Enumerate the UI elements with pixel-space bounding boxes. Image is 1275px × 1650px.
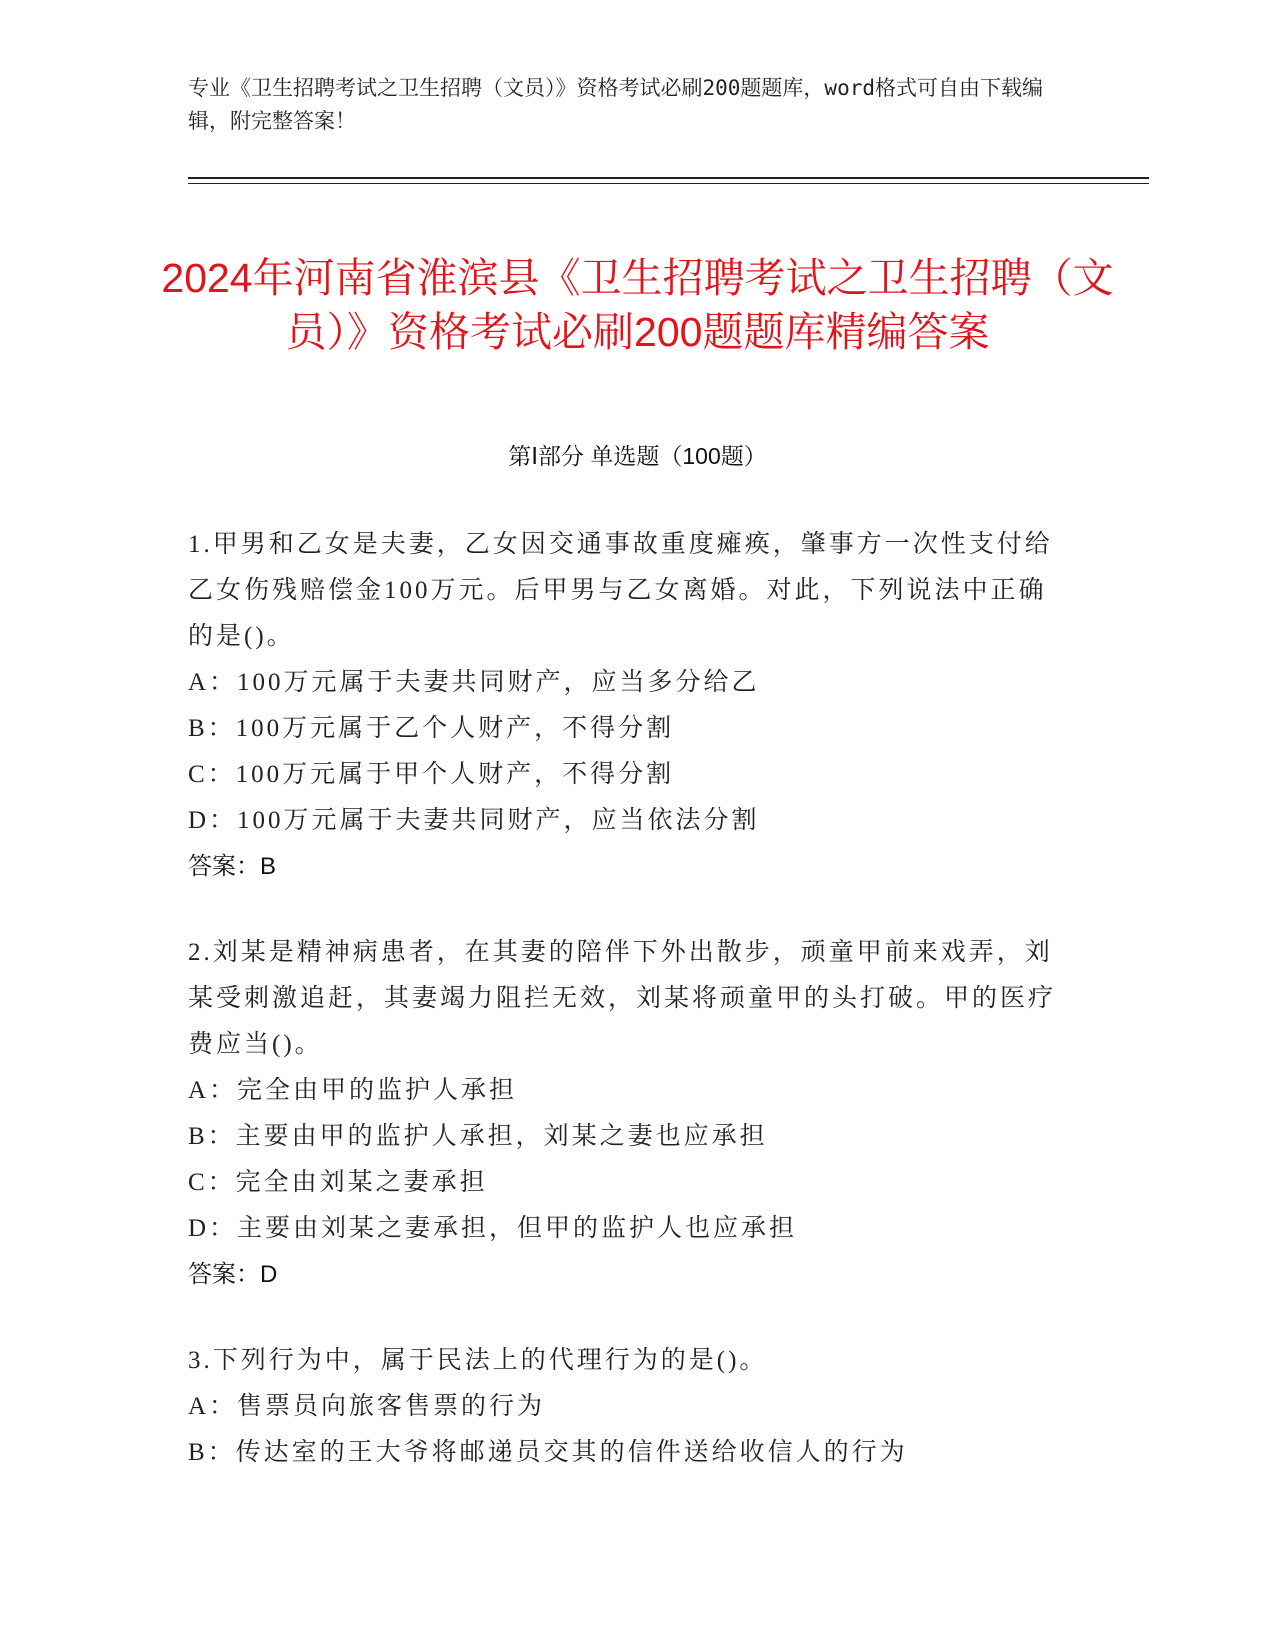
option-c: C：完全由刘某之妻承担 <box>188 1169 488 1196</box>
answer-line: 答案：B <box>188 853 277 880</box>
option-a: A：售票员向旅客售票的行为 <box>188 1393 546 1420</box>
header-note: 专业《卫生招聘考试之卫生招聘（文员）》资格考试必刷200题题库，word格式可自由下载编辑，附完整答案！ <box>188 76 1043 133</box>
question-3 <box>188 1338 1068 1476</box>
option-a: A：完全由甲的监护人承担 <box>188 1077 518 1104</box>
option-b: B：主要由甲的监护人承担，刘某之妻也应承担 <box>188 1123 768 1150</box>
option-c: C：100万元属于甲个人财产，不得分割 <box>188 761 675 788</box>
option-b: B：传达室的王大爷将邮递员交其的信件送给收信人的行为 <box>188 1439 908 1466</box>
answer-line: 答案：D <box>188 1261 278 1288</box>
document-title: 2024年河南省淮滨县《卫生招聘考试之卫生招聘（文员）》资格考试必刷200题题库精编答案 <box>161 255 1114 356</box>
option-d: D：100万元属于夫妻共同财产，应当依法分割 <box>188 807 760 834</box>
question-stem: 3.下列行为中，属于民法上的代理行为的是()。 <box>188 1347 768 1374</box>
option-d: D：主要由刘某之妻承担，但甲的监护人也应承担 <box>188 1215 798 1242</box>
section-heading: 第Ⅰ部分 单选题（100题） <box>508 443 767 469</box>
question-stem: 1.甲男和乙女是夫妻，乙女因交通事故重度瘫痪，肇事方一次性支付给乙女伤残赔偿金100万元。后甲男与乙女离婚。对此，下列说法中正确的是()。 <box>188 531 1053 650</box>
question-1 <box>188 522 1068 890</box>
option-a: A：100万元属于夫妻共同财产，应当多分给乙 <box>188 669 760 696</box>
option-b: B：100万元属于乙个人财产，不得分割 <box>188 715 675 742</box>
question-2 <box>188 930 1068 1298</box>
question-stem: 2.刘某是精神病患者，在其妻的陪伴下外出散步，顽童甲前来戏弄，刘某受刺激追赶，其妻竭力阻拦无效，刘某将顽童甲的头打破。甲的医疗费应当()。 <box>188 939 1057 1058</box>
header-rule-thin <box>188 183 1149 184</box>
header-rule-thick <box>188 177 1149 179</box>
